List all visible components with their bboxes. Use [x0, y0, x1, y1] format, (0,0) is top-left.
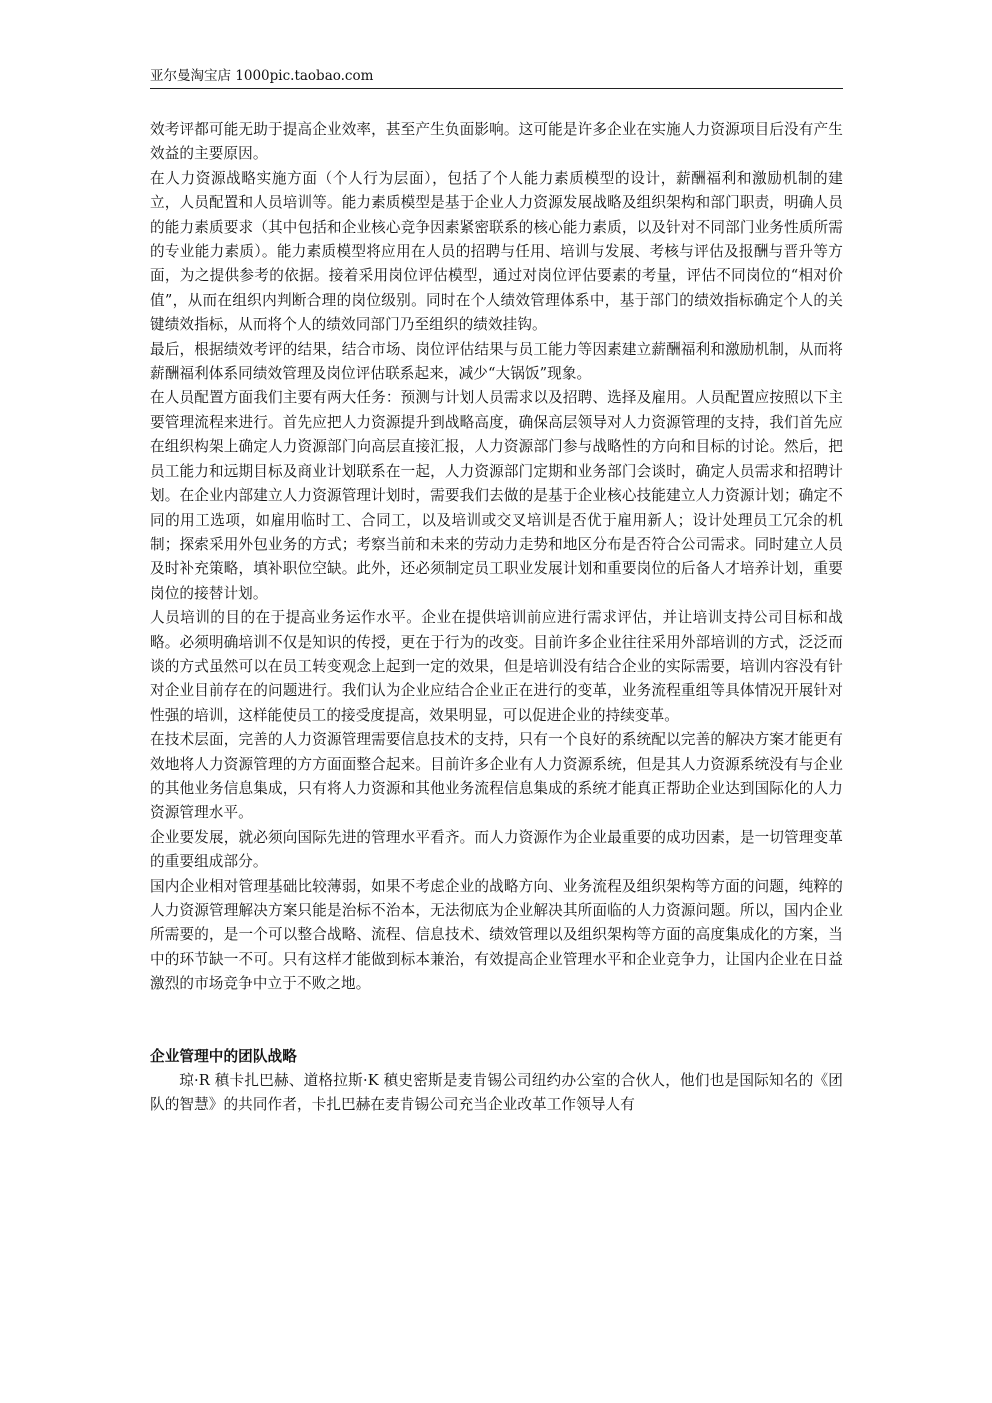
paragraph: 人员培训的目的在于提高业务运作水平。企业在提供培训前应进行需求评估，并让培训支持公司目标和战略。必须明确培训不仅是知识的传授，更在于行为的改变。目前许多企业往往采用外部培训的方式，泛泛而谈的方式虽然可以在员工转变观念上起到一定的效果，但是培训没有结合企业的实际需要，培训内容没有针对企业目前存在的问题进行。我们认为企业应结合企业正在进行的变革，业务流程重组等具体情况开展针对性强的培训，这样能使员工的接受度提高，效果明显，可以促进企业的持续变革。	[150, 609, 843, 724]
section-title: 企业管理中的团队战略	[150, 1047, 297, 1065]
spacer	[150, 1021, 843, 1045]
paragraph: 企业要发展，就必须向国际先进的管理水平看齐。而人力资源作为企业最重要的成功因素，是一切管理变革的重要组成部分。	[150, 828, 843, 871]
paragraph: 国内企业相对管理基础比较薄弱，如果不考虑企业的战略方向、业务流程及组织架构等方面的问题，纯粹的人力资源管理解决方案只能是治标不治本，无法彻底为企业解决其所面临的人力资源问题。所以，国内企业所需要的，是一个可以整合战略、流程、信息技术、绩效管理以及组织架构等方面的高度集成化的方案，当中的环节缺一不可。只有这样才能做到标本兼治，有效提高企业管理水平和企业竞争力，让国内企业在日益激烈的市场竞争中立于不败之地。	[150, 877, 843, 993]
paragraph: 在人力资源战略实施方面（个人行为层面），包括了个人能力素质模型的设计，薪酬福利和激励机制的建立，人员配置和人员培训等。能力素质模型是基于企业人力资源发展战略及组织架构和部门职责，明确人员的能力素质要求（其中包括和企业核心竞争因素紧密联系的核心能力素质，以及针对不同部门业务性质所需的专业能力素质）。能力素质模型将应用在人员的招聘与任用、培训与发展、考核与评估及报酬与晋升等方面，为之提供参考的依据。接着采用岗位评估模型，通过对岗位评估要素的考量，评估不同岗位的“相对价值”，从而在组织内判断合理的岗位级别。同时在个人绩效管理体系中，基于部门的绩效指标确定个人的关键绩效指标，从而将个人的绩效同部门乃至组织的绩效挂钩。	[150, 169, 843, 334]
paragraph: 效考评都可能无助于提高企业效率，甚至产生负面影响。这可能是许多企业在实施人力资源项目后没有产生效益的主要原因。	[150, 121, 843, 163]
spacer	[150, 997, 843, 1021]
document-body	[150, 118, 843, 1118]
section-paragraph: 琼·R 稹卡扎巴赫、道格拉斯·K 稹史密斯是麦肯锡公司纽约办公室的合伙人，他们也是国际知名的《团队的智慧》的共同作者，卡扎巴赫在麦肯锡公司充当企业改革工作领导人有	[150, 1072, 843, 1114]
paragraph: 最后，根据绩效考评的结果，结合市场、岗位评估结果与员工能力等因素建立薪酬福利和激励机制，从而将薪酬福利体系同绩效管理及岗位评估联系起来，减少“大锅饭”现象。	[150, 340, 843, 383]
page-header: 亚尔曼淘宝店 1000pic.taobao.com	[150, 64, 843, 89]
paragraph: 在技术层面，完善的人力资源管理需要信息技术的支持，只有一个良好的系统配以完善的解决方案才能更有效地将人力资源管理的方方面面整合起来。目前许多企业有人力资源系统，但是其人力资源系统没有与企业的其他业务信息集成，只有将人力资源和其他业务流程信息集成的系统才能真正帮助企业达到国际化的人力资源管理水平。	[150, 731, 843, 822]
paragraph: 在人员配置方面我们主要有两大任务：预测与计划人员需求以及招聘、选择及雇用。人员配置应按照以下主要管理流程来进行。首先应把人力资源提升到战略高度，确保高层领导对人力资源管理的支持，我们首先应在组织构架上确定人力资源部门向高层直接汇报，人力资源部门参与战略性的方向和目标的讨论。然后，把员工能力和远期目标及商业计划联系在一起，人力资源部门定期和业务部门会谈时，确定人员需求和招聘计划。在企业内部建立人力资源管理计划时，需要我们去做的是基于企业核心技能建立人力资源计划；确定不同的用工选项，如雇用临时工、合同工，以及培训或交叉培训是否优于雇用新人；设计处理员工冗余的机制；探索采用外包业务的方式；考察当前和未来的劳动力走势和地区分布是否符合公司需求。同时建立人员及时补充策略，填补职位空缺。此外，还必须制定员工职业发展计划和重要岗位的后备人才培养计划，重要岗位的接替计划。	[150, 389, 843, 602]
